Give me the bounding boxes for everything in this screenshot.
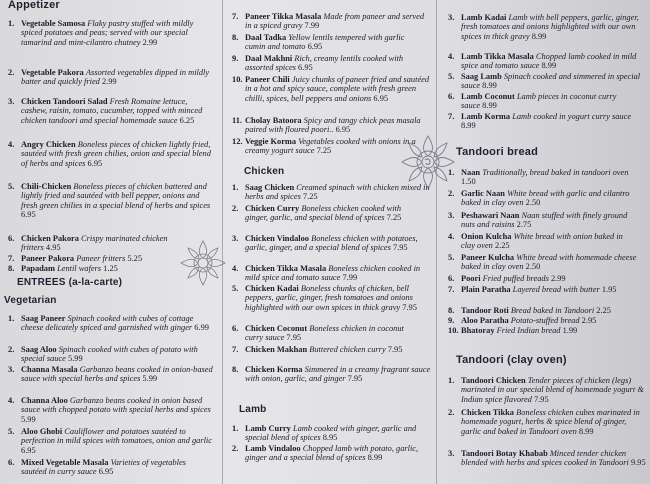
menu-item: 2. Saag Aloo Spinach cooked with cubes of potato with special sauce 5.99 bbox=[8, 345, 198, 364]
menu-item: 2. Chicken Curry Boneless chicken cooked with ginger, garlic, and special blend of spices 7.25 bbox=[232, 204, 402, 223]
menu-item: 5. Chili-Chicken Boneless pieces of chicken battered and lightly fried and sautéed with bell pepper, onions and fresh green chilies in a special blend of herbs and spices 6.95 bbox=[8, 182, 211, 220]
section-heading-tandoori-bread: Tandoori bread bbox=[456, 146, 539, 158]
menu-item: 4. Onion Kulcha White bread with onion baked in clay oven 2.25 bbox=[448, 232, 623, 251]
section-heading-lamb: Lamb bbox=[239, 404, 267, 415]
menu-item: 5. Chicken Kadai Boneless chunks of chicken, bell peppers, garlic, ginger, fresh tomatoes and onions highlighted with our own spices in thick gravy 7.95 bbox=[232, 284, 417, 312]
menu-item: 1. Naan Traditionally, bread baked in tandoori oven 1.50 bbox=[448, 168, 629, 187]
menu-item: 2. Chicken Tikka Boneless chicken cubes marinated in homemade yogurt, herbs & spice blend of ginger, garlic and baked in Tandoori oven 8.99 bbox=[448, 408, 640, 436]
menu-item: 11. Cholay Batoora Spicy and tangy chick peas masala paired with floured poori.. 6.95 bbox=[232, 116, 421, 135]
menu-item: 1. Vegetable Samosa Flaky pastry stuffed with mildly spiced potatoes and peas; served with our special tamarind and mint-cilantro chutney 2.99 bbox=[8, 19, 194, 47]
menu-item: 10. Paneer Chili Juicy chunks of paneer fried and sautéed in a hot and spicy sauce, complete with fresh green chilli, spices, bell peppers and onions 6.95 bbox=[232, 75, 430, 103]
section-heading-appetizer: Appetizer bbox=[8, 0, 60, 11]
menu-item: 6. Poori Fried puffed breads 2.99 bbox=[448, 274, 566, 283]
menu-item: 6. Lamb Coconut Lamb pieces in coconut curry sauce 8.99 bbox=[448, 92, 617, 111]
menu-item: 1. Lamb Curry Lamb cooked with ginger, garlic and special blend of spices 8.95 bbox=[232, 424, 417, 443]
menu-item: 8. Tandoor Roti Bread baked in Tandoori 2.25 bbox=[448, 306, 611, 315]
menu-item: 2. Lamb Vindaloo Chopped lamb with potato, garlic, ginger and a special blend of spices 8.99 bbox=[232, 444, 419, 463]
menu-item: 3. Chicken Vindaloo Boneless chicken with potatoes, garlic, ginger, and a special blend of spices 7.95 bbox=[232, 234, 418, 253]
mandala-ornament-icon bbox=[180, 238, 226, 288]
menu-item: 1. Saag Chicken Creamed spinach with chicken mixed in herbs and spices 7.25 bbox=[232, 183, 430, 202]
section-heading-tandoori-clay-oven: Tandoori (clay oven) bbox=[456, 354, 567, 366]
column-divider bbox=[436, 0, 437, 484]
menu-item: 3. Chicken Tandoori Salad Fresh Romaine lettuce, cashew, raisin, tomato, cucumber, topped with minced chicken tandoori and special homemade sauce 6.25 bbox=[8, 97, 203, 125]
section-heading-chicken: Chicken bbox=[244, 166, 285, 177]
menu-item: 2. Vegetable Pakora Assorted vegetables dipped in mildly batter and quickly fried 2.99 bbox=[8, 68, 210, 87]
menu-item: 7. Chicken Makhan Buttered chicken curry 7.95 bbox=[232, 345, 403, 354]
menu-item: 5. Paneer Kulcha White bread with homemade cheese baked in clay oven 2.50 bbox=[448, 253, 637, 272]
menu-item: 3. Tandoori Botay Khabab Minced tender chicken blended with herbs and spices cooked in Tandoori 9.95 bbox=[448, 449, 646, 468]
menu-item: 7. Plain Paratha Layered bread with butter 1.95 bbox=[448, 285, 617, 294]
menu-item: 7. Paneer Tikka Masala Made from paneer and served in a spiced gravy 7.99 bbox=[232, 12, 425, 31]
menu-item: 12. Veggie Korma Vegetables cooked with onions in a creamy yogurt sauce 7.25 bbox=[232, 137, 416, 156]
menu-item: 4. Chicken Tikka Masala Boneless chicken cooked in mild spice and tomato sauce 7.99 bbox=[232, 264, 421, 283]
menu-item: 6. Mixed Vegetable Masala Varieties of vegetables sautéed in curry sauce 6.95 bbox=[8, 458, 186, 477]
menu-item: 8. Daal Tadka Yellow lentils tempered with garlic cumin and tomato 6.95 bbox=[232, 33, 405, 52]
menu-item: 1. Tandoori Chicken Tender pieces of chicken (legs) marinated in our special blend of homemade yogurt & Indian spice flavored 7.95 bbox=[448, 376, 644, 404]
section-heading-vegetarian: Vegetarian bbox=[4, 295, 57, 306]
menu-item: 4. Lamb Tikka Masala Chopped lamb cooked in mild spice and tomato sauce 8.99 bbox=[448, 52, 637, 71]
menu-item: 3. Peshawari Naan Naan stuffed with finely ground nuts and raisins 2.75 bbox=[448, 211, 628, 230]
menu-item: 4. Channa Aloo Garbanzo beans cooked in onion based sauce with chopped potato with special herbs and spices 5.99 bbox=[8, 396, 211, 424]
menu-item: 6. Chicken Pakora Crispy marinated chicken fritters 4.95 bbox=[8, 234, 168, 253]
menu-item: 3. Channa Masala Garbanzo beans cooked in onion-based sauce with special herbs and spices 5.99 bbox=[8, 365, 213, 384]
section-heading-entrees: ENTREES (a-la-carte) bbox=[17, 277, 123, 288]
menu-item: 5. Saag Lamb Spinach cooked and simmered in special sauce 8.99 bbox=[448, 72, 641, 91]
menu-item: 8. Papadam Lentil wafers 1.25 bbox=[8, 264, 118, 273]
menu-item: 2. Garlic Naan White bread with garlic and cilantro baked in clay oven 2.50 bbox=[448, 189, 630, 208]
menu-item: 9. Daal Makhni Rich, creamy lentils cooked with assorted spices 6.95 bbox=[232, 54, 404, 73]
menu-item: 10. Bhatoray Fried Indian bread 1.99 bbox=[448, 326, 578, 335]
menu-item: 9. Aloo Paratha Potato-stuffed bread 2.95 bbox=[448, 316, 597, 325]
menu-item: 7. Paneer Pakora Paneer fritters 5.25 bbox=[8, 254, 143, 263]
menu-item: 3. Lamb Kadai Lamb with bell peppers, garlic, ginger, fresh tomatoes and onions highlighted with our own spices in thick gravy 8.99 bbox=[448, 13, 639, 41]
menu-item: 7. Lamb Korma Lamb cooked in yogurt curry sauce 8.99 bbox=[448, 112, 632, 131]
menu-item: 5. Aloo Ghobi Cauliflower and potatoes sautéed to perfection in mild spices with tomatoes, onion and garlic 6.95 bbox=[8, 427, 212, 455]
menu-item: 8. Chicken Korma Simmered in a creamy fragrant sauce with onion, garlic, and ginger 7.95 bbox=[232, 365, 431, 384]
menu-item: 6. Chicken Coconut Boneless chicken in coconut curry sauce 7.95 bbox=[232, 324, 404, 343]
menu-item: 1. Saag Paneer Spinach cooked with cubes of cottage cheese delicately spiced and garnished with ginger 6.99 bbox=[8, 314, 209, 333]
menu-item: 4. Angry Chicken Boneless pieces of chicken lightly fried, sautéed with fresh green chilies, onion and special blend of herbs and spices 6.95 bbox=[8, 140, 211, 168]
